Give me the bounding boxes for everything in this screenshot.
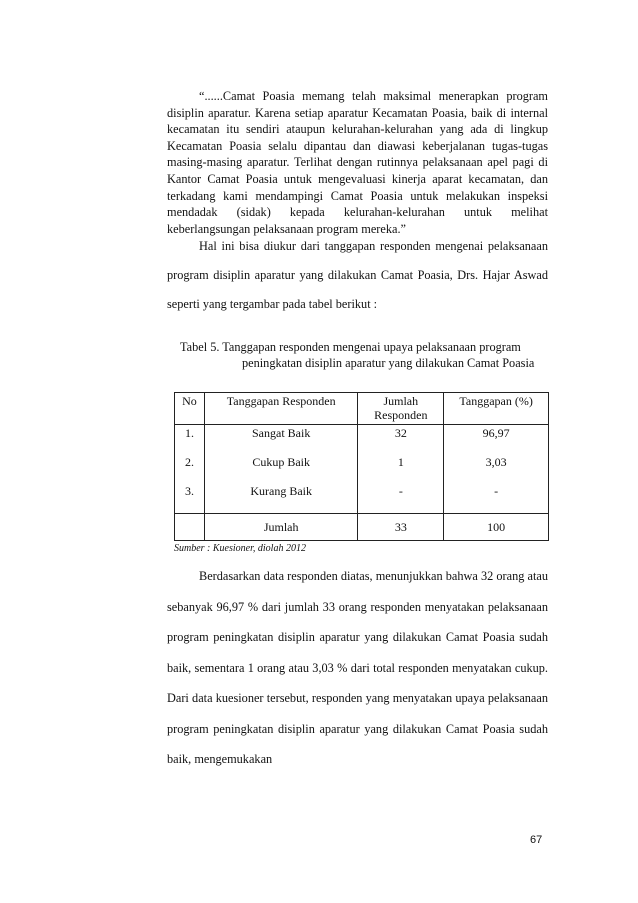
quote-text: “......Camat Poasia memang telah maksimal menerapkan program disiplin aparatur. Karena setiap aparatur Kecamatan Poasia, baik di internal kecamatan itu sendiri ataupun kelurahan-kelurahan yang ada di lingkup Kecamatan Poasia selalu dipantau dan diawasi keberjalanan tugas-tugas masing-masing aparatur. Terlihat dengan rutinnya pelaksanaan apel pagi di Kantor Camat Poasia untuk mengevaluasi kinerja aparat kecamatan, dan terkadang kami mendampingi Camat Poasia untuk melakukan inspeksi mendadak (sidak) kepada kelurahan-kelurahan untuk melihat keberlangsungan pelaksanaan program mereka.” — [167, 89, 548, 236]
table-caption-head: Tabel 5. Tanggapan responden mengenai upaya pelaksanaan program — [180, 340, 521, 354]
cell-jumlah: 1 — [358, 454, 444, 483]
table-total-row — [175, 514, 549, 541]
table-row — [175, 425, 549, 455]
cell-persen: 96,97 — [444, 425, 549, 455]
total-jumlah: 33 — [358, 514, 444, 541]
table-header-row — [175, 393, 549, 425]
header-tanggapan: Tanggapan Responden — [204, 393, 357, 425]
header-no: No — [175, 393, 205, 425]
interview-quote — [167, 88, 548, 237]
paragraph-2-text: Berdasarkan data responden diatas, menunjukkan bahwa 32 orang atau sebanyak 96,97 % dari jumlah 33 orang responden menyatakan pelaksanaan program peningkatan disiplin aparatur yang dilakukan Camat Poasia sudah baik, sementara 1 orang atau 3,03 % dari total responden menyatakan cukup. Dari data kuesioner tersebut, responden yang menyatakan upaya pelaksanaan program peningkatan disiplin aparatur yang dilakukan Camat Poasia sudah baik, mengemukakan — [167, 569, 548, 766]
table-caption-rest: peningkatan disiplin aparatur yang dilakukan Camat Poasia — [242, 356, 535, 370]
cell-persen: - — [444, 483, 549, 514]
header-persen: Tanggapan (%) — [444, 393, 549, 425]
cell-no: 3. — [175, 483, 205, 514]
total-label: Jumlah — [204, 514, 357, 541]
total-persen: 100 — [444, 514, 549, 541]
table-row — [175, 454, 549, 483]
cell-tanggapan: Kurang Baik — [204, 483, 357, 514]
cell-no: 2. — [175, 454, 205, 483]
body-paragraph-1 — [167, 232, 548, 319]
cell-tanggapan: Sangat Baik — [204, 425, 357, 455]
page-number: 67 — [530, 834, 543, 846]
cell-no: 1. — [175, 425, 205, 455]
paragraph-1-text: Hal ini bisa diukur dari tanggapan responden mengenai pelaksanaan program disiplin aparatur yang dilakukan Camat Poasia, Drs. Hajar Aswad seperti yang tergambar pada tabel berikut : — [167, 239, 548, 311]
cell-jumlah: 32 — [358, 425, 444, 455]
table-row — [175, 483, 549, 514]
cell-jumlah: - — [358, 483, 444, 514]
header-jumlah: Jumlah Responden — [358, 393, 444, 425]
total-no — [175, 514, 205, 541]
response-table — [174, 392, 549, 541]
cell-tanggapan: Cukup Baik — [204, 454, 357, 483]
table-source: Sumber : Kuesioner, diolah 2012 — [174, 543, 306, 554]
table-caption — [180, 339, 550, 371]
body-paragraph-2 — [167, 561, 548, 775]
cell-persen: 3,03 — [444, 454, 549, 483]
